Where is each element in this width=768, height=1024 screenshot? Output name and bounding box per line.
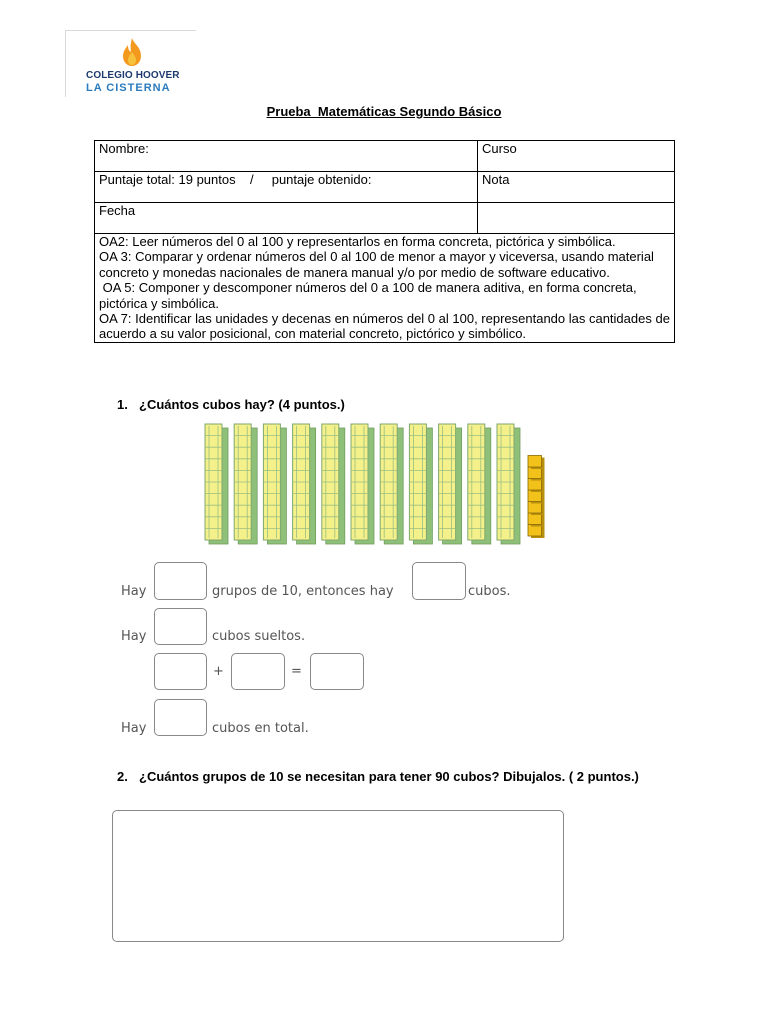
grade-cell[interactable] (478, 172, 675, 203)
total-answer-box[interactable] (154, 699, 207, 736)
ten-rod (351, 424, 374, 544)
ten-rod (409, 424, 432, 544)
addend-2-box[interactable] (231, 653, 285, 690)
ten-rod (468, 424, 491, 544)
name-cell[interactable] (95, 141, 478, 172)
question-1 (117, 397, 345, 412)
empty-cell[interactable] (478, 203, 675, 234)
ten-rod (234, 424, 257, 544)
objective-item: OA2: Leer números del 0 al 100 y representarlos en forma concreta, pictórica y simbólica. (99, 234, 616, 249)
equals-sign: = (291, 664, 302, 679)
date-cell[interactable] (95, 203, 478, 234)
question-1-text: ¿Cuántos cubos hay? (4 puntos.) (139, 397, 345, 412)
course-cell[interactable] (478, 141, 675, 172)
ten-rod (205, 424, 228, 544)
objective-item: OA 3: Comparar y ordenar números del 0 al 100 de menor a mayor y viceversa, usando material concreto y monedas nacionales de manera manual y/o por medio de software educativo. (99, 249, 654, 280)
groups-answer-box[interactable] (154, 562, 207, 600)
grade-label: Nota (482, 172, 510, 187)
flame-icon (119, 37, 145, 67)
groups-label: grupos de 10, entonces hay (212, 584, 394, 599)
logo-text-line1: COLEGIO HOOVER (86, 70, 180, 81)
ten-rod (322, 424, 345, 544)
sum-box[interactable] (310, 653, 364, 690)
loose-cube (528, 502, 545, 516)
ten-rod (293, 424, 316, 544)
school-logo (65, 30, 196, 97)
loose-cube (528, 479, 545, 493)
hay-label: Hay (121, 721, 147, 736)
total-label: cubos en total. (212, 721, 309, 736)
date-label: Fecha (99, 203, 136, 218)
plus-sign: + (213, 664, 224, 679)
drawing-answer-box[interactable] (112, 810, 564, 942)
name-label: Nombre: (99, 141, 149, 156)
hay-label: Hay (121, 629, 147, 644)
cubes-answer-box[interactable] (412, 562, 466, 600)
ten-rod (263, 424, 286, 544)
objective-item: OA 7: Identificar las unidades y decenas en números del 0 al 100, representando las cantidades de acuerdo a su valor posicional, con material concreto, pictórico y simbólico. (99, 311, 670, 342)
page-title: Prueba Matemáticas Segundo Básico (266, 104, 502, 119)
loose-cube (528, 490, 545, 504)
loose-cube (528, 467, 545, 481)
loose-cube (528, 525, 545, 539)
ten-rod (439, 424, 462, 544)
cubes-label: cubos. (468, 584, 511, 599)
objective-item: OA 5: Componer y descomponer números del 0 a 100 de manera aditiva, en forma concreta, pictórica y simbólica. (99, 280, 641, 311)
loose-cubes-answer-box[interactable] (154, 608, 207, 645)
objectives-cell (95, 234, 675, 343)
question-1-number: 1. (117, 397, 128, 412)
base-ten-blocks-figure (202, 421, 564, 551)
loose-cubes-label: cubos sueltos. (212, 629, 306, 644)
logo-text-line2: LA CISTERNA (86, 82, 171, 94)
ten-rod (497, 424, 520, 544)
student-info-table (94, 140, 675, 343)
question-2 (117, 769, 639, 784)
ten-rod (380, 424, 403, 544)
hay-label: Hay (121, 584, 147, 599)
score-label: Puntaje total: 19 puntos / puntaje obtenido: (99, 172, 372, 187)
loose-cube (528, 456, 545, 470)
loose-cube (528, 513, 545, 527)
score-cell[interactable] (95, 172, 478, 203)
question-2-number: 2. (117, 769, 128, 784)
course-label: Curso (482, 141, 517, 156)
addend-1-box[interactable] (154, 653, 207, 690)
question-2-text: ¿Cuántos grupos de 10 se necesitan para tener 90 cubos? Dibujalos. ( 2 puntos.) (139, 769, 639, 784)
